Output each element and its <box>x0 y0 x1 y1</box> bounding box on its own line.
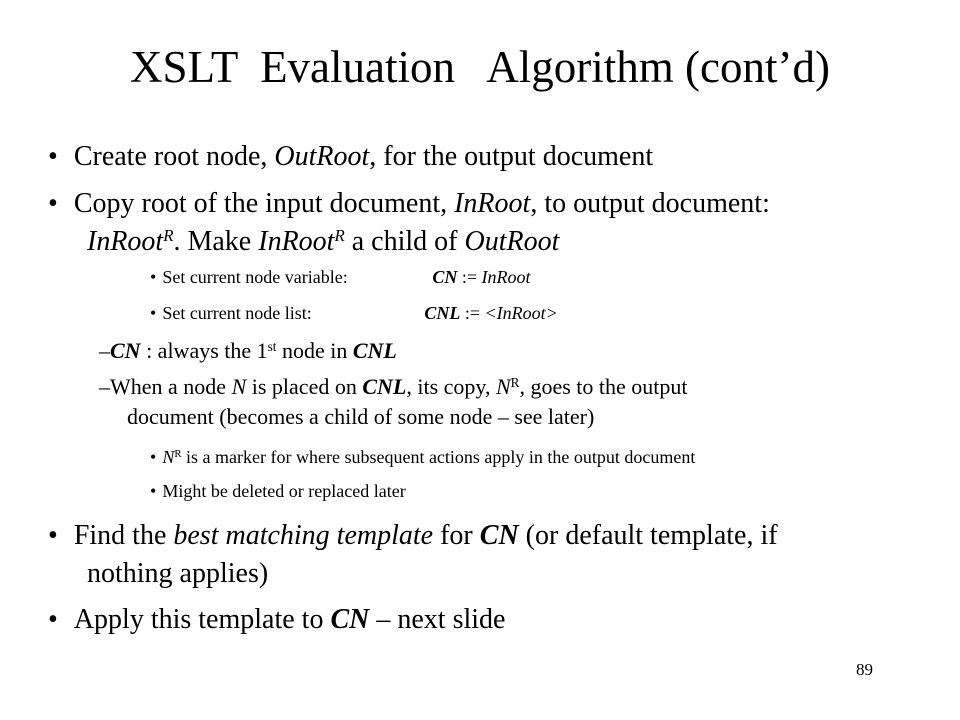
sub-bullet-set-cnl: • Set current node list: CNL := <InRoot> <box>150 303 558 323</box>
sub-bullet-marker-note: • $N^R$ is a marker for where subsequent actions apply in the output document <box>150 447 696 467</box>
bullet-create-root: • Create root node, OutRoot, for the output document <box>48 141 654 172</box>
slide-title: XSLT Evaluation Algorithm (cont’d) <box>130 42 830 92</box>
bullet-copy-root-cont: InRoot$^R$. Make InRoot$^R$ a child of OutRoot <box>87 225 560 257</box>
bullet-find-template-cont: nothing applies) <box>87 558 269 589</box>
bullet-copy-root: • Copy root of the input document, InRoot, to output document: <box>48 188 770 219</box>
dash-item-cn-first: –CN : always the 1st node in CNL <box>99 338 397 363</box>
dash-item-node-placed-cont: document (becomes a child of some node – see later) <box>127 404 595 429</box>
sub-bullet-set-cn: • Set current node variable: CN := InRoot <box>150 267 531 287</box>
sub-bullet-deleted-note: • Might be deleted or replaced later <box>150 481 406 501</box>
page-number: 89 <box>856 660 873 679</box>
bullet-find-template: • Find the best matching template for CN (or default template, if <box>48 520 778 551</box>
bullet-apply-template: • Apply this template to CN – next slide <box>48 604 506 635</box>
bullet-marker: • <box>48 141 58 172</box>
dash-item-node-placed: –When a node N is placed on CNL, its copy, $N^R$, goes to the output <box>99 374 688 399</box>
bullet-marker: • <box>48 188 58 219</box>
